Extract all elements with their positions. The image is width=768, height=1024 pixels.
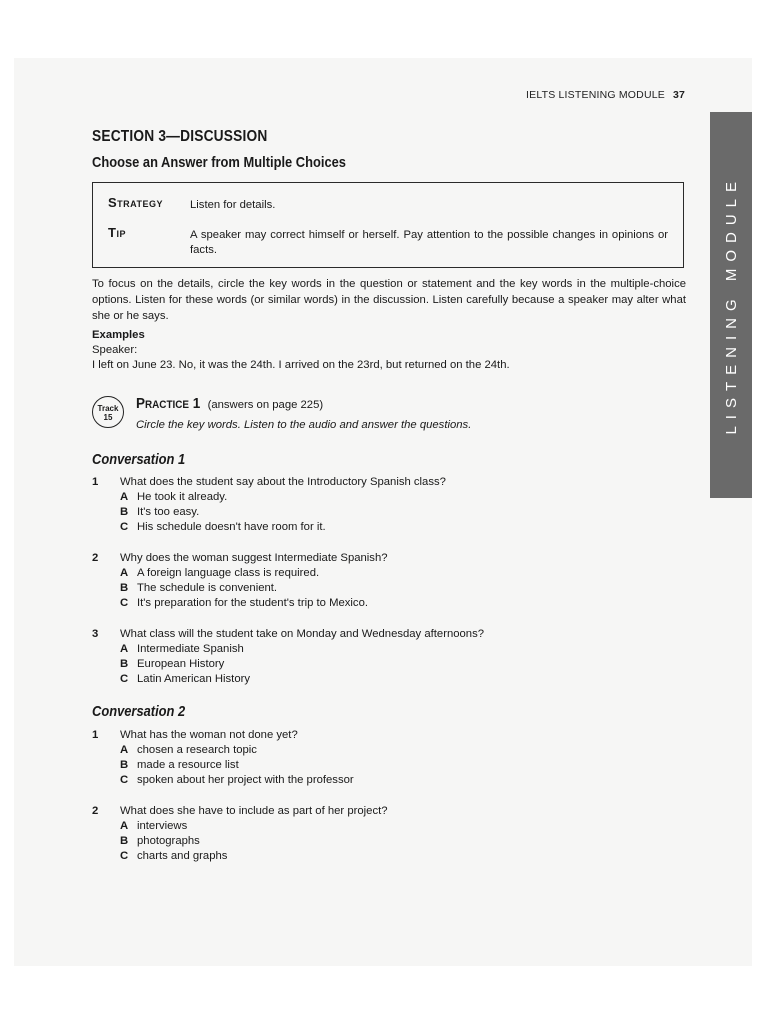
option: A interviews [120, 820, 188, 832]
option: C It's preparation for the student's trip to Mexico. [120, 597, 368, 609]
section-subtitle: Choose an Answer from Multiple Choices [92, 154, 346, 171]
examples-heading: Examples [92, 329, 145, 341]
option: A A foreign language class is required. [120, 567, 320, 579]
audio-track-icon[interactable] [92, 396, 124, 428]
option: C His schedule doesn't have room for it. [120, 521, 326, 533]
strategy-tip-box [92, 182, 684, 268]
question-number: 1 [92, 729, 99, 741]
option: A He took it already. [120, 491, 228, 503]
question-number: 1 [92, 476, 99, 488]
option: B made a resource list [120, 759, 239, 771]
strategy-text: Listen for details. [190, 199, 276, 211]
examples-speaker: Speaker: [92, 344, 138, 356]
tip-text: A speaker may correct himself or herself. Pay attention to the possible changes in opinions or facts. [190, 229, 668, 256]
practice-title: Practice 1 [136, 395, 201, 412]
option: B European History [120, 658, 225, 670]
running-head [526, 89, 685, 101]
examples-text: I left on June 23. No, it was the 24th. I arrived on the 23rd, but returned on the 24th. [92, 359, 510, 371]
option: C Latin American History [120, 673, 251, 685]
page-number: 37 [672, 89, 686, 101]
option: A chosen a research topic [120, 744, 257, 756]
track-label: Track [97, 404, 119, 413]
option: B photographs [120, 835, 200, 847]
question-number: 2 [92, 552, 99, 564]
option: A Intermediate Spanish [120, 643, 244, 655]
question-text: What has the woman not done yet? [120, 729, 298, 741]
practice-heading [136, 395, 323, 412]
side-tab-label-wrap [710, 112, 752, 498]
option: C spoken about her project with the professor [120, 774, 354, 786]
question-number: 2 [92, 805, 99, 817]
section-title: SECTION 3—DISCUSSION [92, 128, 268, 145]
question-text: What does she have to include as part of her project? [120, 805, 388, 817]
conversation2-title: Conversation 2 [92, 703, 186, 720]
question-text: What does the student say about the Introductory Spanish class? [120, 476, 446, 488]
option: C charts and graphs [120, 850, 228, 862]
intro-paragraph: To focus on the details, circle the key words in the question or statement and the key words in the multiple-choice options. Listen for these words (or similar words) in the discussion. Listen carefully because a speaker may alter what she or he says. [92, 278, 686, 322]
question-text: Why does the woman suggest Intermediate Spanish? [120, 552, 388, 564]
option: B The schedule is convenient. [120, 582, 278, 594]
practice-instruction: Circle the key words. Listen to the audio and answer the questions. [136, 419, 472, 431]
tip-label: Tip [108, 225, 126, 240]
question-text: What class will the student take on Monday and Wednesday afternoons? [120, 628, 485, 640]
running-head-title: IELTS LISTENING MODULE [526, 89, 665, 101]
side-tab-label: LISTENING MODULE [722, 175, 740, 435]
track-number: 15 [103, 413, 113, 422]
option: B It's too easy. [120, 506, 200, 518]
practice-note: (answers on page 225) [207, 399, 324, 411]
strategy-label: Strategy [108, 195, 164, 210]
question-number: 3 [92, 628, 99, 640]
conversation1-title: Conversation 1 [92, 451, 186, 468]
